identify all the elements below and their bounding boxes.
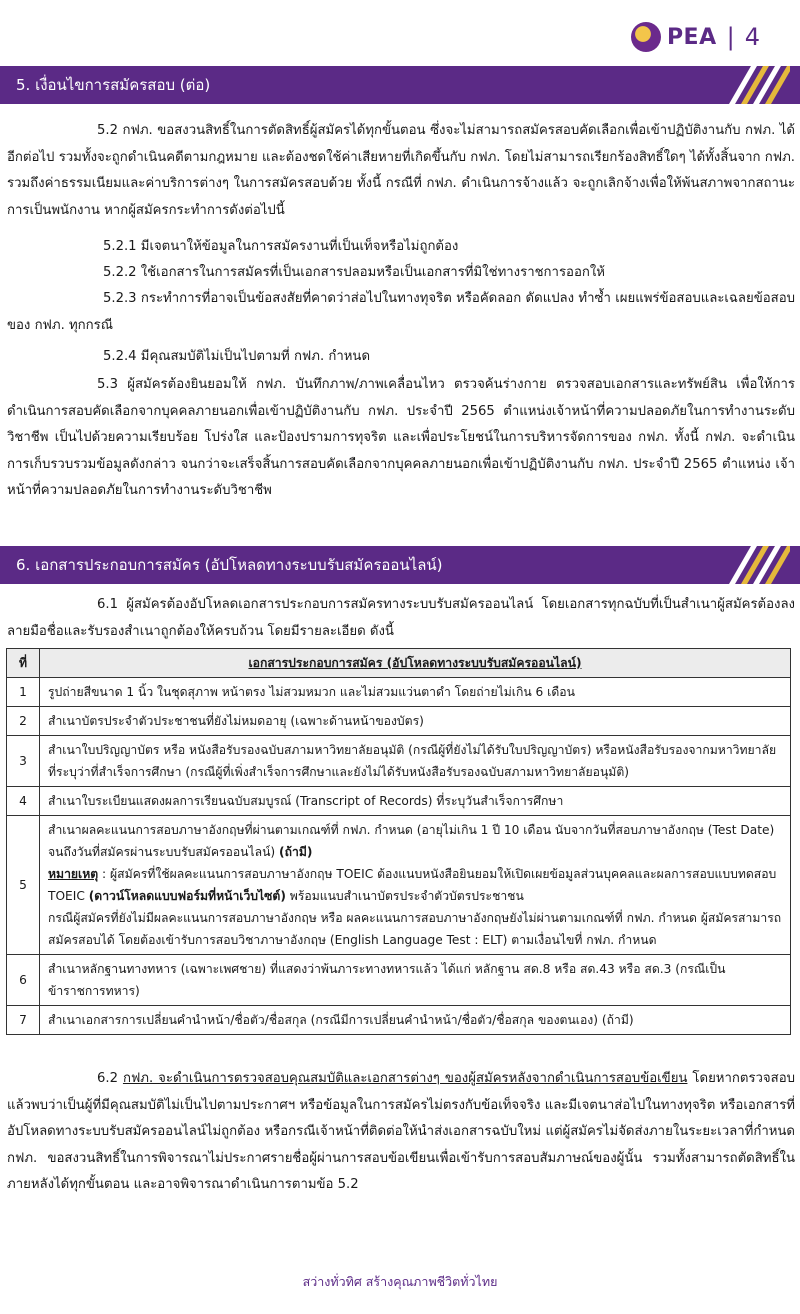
row-text: สำเนาใบปริญญาบัตร หรือ หนังสือรับรองฉบับสภามหาวิทยาลัยอนุมัติ (กรณีผู้ที่ยังไม่ได้รับใบปริญญาบัตร) หรือหนังสือรับรองจากมหาวิทยาลัยที่ระบุว่าที่สำเร็จการศึกษา (กรณีผู้ที่เพิ่งสำเร็จการศึกษาและยังไม่ได้รับหนังสือรับรองฉบับสภามหาวิทยาลัยอนุมัติ)	[40, 736, 791, 787]
item-5-2-4: 5.2.4 มีคุณสมบัติไม่เป็นไปตามที่ กฟภ. กำหนด	[103, 349, 371, 364]
row-text: รูปถ่ายสีขนาด 1 นิ้ว ในชุดสุภาพ หน้าตรง ไม่สวมหมวก และไม่สวมแว่นตาดำ โดยถ่ายไม่เกิน 6 เดือน	[40, 678, 791, 707]
table-header-row	[7, 649, 791, 678]
section6-title: 6. เอกสารประกอบการสมัคร (อัปโหลดทางระบบรับสมัครออนไลน์)	[16, 556, 443, 574]
table-row	[7, 736, 791, 787]
table-row	[7, 707, 791, 736]
header-separator: |	[726, 23, 735, 51]
table-row	[7, 787, 791, 816]
note-bold: (ดาวน์โหลดแบบฟอร์มที่หน้าเว็บไซต์)	[88, 889, 286, 903]
row5-line1	[48, 819, 782, 863]
column-header-no: ที่	[7, 649, 40, 678]
row-number: 4	[7, 787, 40, 816]
table-row	[7, 955, 791, 1006]
row5-note2: กรณีผู้สมัครที่ยังไม่มีผลคะแนนการสอบภาษาอังกฤษ หรือ ผลคะแนนการสอบภาษาอังกฤษยังไม่ผ่านตามเกณฑ์ที่ กฟภ. กำหนด ผู้สมัครสามารถสมัครสอบได้ โดยต้องเข้ารับการสอบวิชาภาษาอังกฤษ (English Language Test : ELT) ตามเงื่อนไขที่ กฟภ. กำหนด	[48, 911, 782, 947]
p62-underlined: กฟภ. จะดำเนินการตรวจสอบคุณสมบัติและเอกสารต่างๆ ของผู้สมัครหลังจากดำเนินการสอบข้อเขียน	[122, 1071, 688, 1086]
note-text: : ผู้สมัครที่ใช้ผลคะแนนการสอบภาษาอังกฤษ TOEIC ต้องแนบหนังสือยินยอมให้เปิดเผยข้อมูลส่วนบุคคลและผลการสอบแบบทดสอบ TOEIC	[48, 867, 777, 903]
row-text: สำเนาหลักฐานทางทหาร (เฉพาะเพศชาย) ที่แสดงว่าพ้นภาระทางทหารแล้ว ได้แก่ หลักฐาน สด.8 หรือ สด.43 หรือ สด.3 (กรณีเป็นข้าราชการทหาร)	[40, 955, 791, 1006]
paragraph-5-3: 5.3 ผู้สมัครต้องยินยอมให้ กฟภ. บันทึกภาพ/ภาพเคลื่อนไหว ตรวจค้นร่างกาย ตรวจสอบเอกสารและทรัพย์สิน เพื่อให้การดำเนินการสอบคัดเลือกจากบุคคลภายนอกเพื่อเข้าปฏิบัติงานกับ กฟภ. ประจำปี 2565 ตำแหน่งเจ้าหน้าที่ความปลอดภัยในการทำงานระดับวิชาชีพ เป็นไปด้วยความเรียบร้อย โปร่งใส และป้องปรามการทุจริต และเพื่อประโยชน์ในการบริหารจัดการของ กฟภ. ทั้งนี้ กฟภ. จะดำเนินการเก็บรวบรวมข้อมูลดังกล่าว จนกว่าจะเสร็จสิ้นการสอบคัดเลือกจากบุคคลภายนอกเพื่อเข้าปฏิบัติงานกับ กฟภ. ประจำปี 2565 ตำแหน่ง เจ้าหน้าที่ความปลอดภัยในการทำงานระดับวิชาชีพ	[7, 377, 795, 499]
item-5-2-1: 5.2.1 มีเจตนาให้ข้อมูลในการสมัครงานที่เป็นเท็จหรือไม่ถูกต้อง	[103, 239, 459, 254]
row5-line1-bold: (ถ้ามี)	[279, 845, 313, 859]
row5-line1-text: สำเนาผลคะแนนการสอบภาษาอังกฤษที่ผ่านตามเกณฑ์ที่ กฟภ. กำหนด (อายุไม่เกิน 1 ปี 10 เดือน นับจากวันที่สอบภาษาอังกฤษ (Test Date) จนถึงวันที่สมัครผ่านระบบรับสมัครออนไลน์)	[48, 823, 775, 859]
paragraph-6-1: 6.1 ผู้สมัครต้องอัปโหลดเอกสารประกอบการสมัครทางระบบรับสมัครออนไลน์ โดยเอกสารทุกฉบับที่เป็นสำเนาผู้สมัครต้องลงลายมือชื่อและรับรองสำเนาถูกต้องให้ครบถ้วน โดยมีรายละเอียด ดังนี้	[7, 597, 795, 639]
brand-name: PEA	[666, 24, 717, 50]
documents-table	[6, 648, 791, 1035]
decorative-stripes-icon	[720, 546, 790, 584]
row-number: 5	[7, 816, 40, 955]
section5-title: 5. เงื่อนไขการสมัครสอบ (ต่อ)	[16, 76, 211, 94]
row-text: สำเนาใบระเบียนแสดงผลการเรียนฉบับสมบูรณ์ (Transcript of Records) ที่ระบุวันสำเร็จการศึกษา	[40, 787, 791, 816]
footer-slogan: สว่างทั่วทิศ สร้างคุณภาพชีวิตทั่วไทย	[302, 1274, 498, 1289]
decorative-stripes-icon	[720, 66, 790, 104]
row-number: 3	[7, 736, 40, 787]
p62-rest: โดยหากตรวจสอบแล้วพบว่าเป็นผู้ที่มีคุณสมบัติไม่เป็นไปตามประกาศฯ หรือข้อมูลในการสมัครไม่ตรงกับข้อเท็จจริง และมีเจตนาส่อไปในทางทุจริต หรือเอกสารที่อัปโหลดทางระบบรับสมัครออนไลน์ไม่ถูกต้อง หรือกรณีเจ้าหน้าที่ติดต่อให้นำส่งเอกสารฉบับใหม่ แต่ผู้สมัครไม่จัดส่งภายในระยะเวลาที่กำหนด กฟภ. ขอสงวนสิทธิ์ในการพิจารณาไม่ประกาศรายชื่อผู้ผ่านการสอบข้อเขียนเพื่อเข้ารับการสอบสัมภาษณ์ของผู้นั้น รวมทั้งสามารถตัดสิทธิ์ในภายหลังได้ทุกขั้นตอน และอาจพิจารณาดำเนินการตามข้อ 5.2	[7, 1071, 795, 1193]
row-number: 2	[7, 707, 40, 736]
column-header-document: เอกสารประกอบการสมัคร (อัปโหลดทางระบบรับสมัครออนไลน์)	[40, 649, 791, 678]
p62-number: 6.2	[97, 1071, 123, 1086]
note-label: หมายเหตุ	[48, 867, 99, 881]
section5-header-bar	[0, 66, 800, 104]
item-5-2-3: 5.2.3 กระทำการที่อาจเป็นข้อสงสัยที่คาดว่าส่อไปในทางทุจริต หรือคัดลอก ดัดแปลง ทำซ้ำ เผยแพร่ข้อสอบและเฉลยข้อสอบของ กฟภ. ทุกกรณี	[7, 291, 795, 333]
row-text: สำเนาเอกสารการเปลี่ยนคำนำหน้า/ชื่อตัว/ชื่อสกุล (กรณีมีการเปลี่ยนคำนำหน้า/ชื่อตัว/ชื่อสกุล ของตนเอง) (ถ้ามี)	[40, 1006, 791, 1035]
item-5-2-2: 5.2.2 ใช้เอกสารในการสมัครที่เป็นเอกสารปลอมหรือเป็นเอกสารที่มิใช่ทางราชการออกให้	[103, 265, 605, 280]
pea-logo	[631, 22, 760, 52]
row-number: 6	[7, 955, 40, 1006]
row-text	[40, 816, 791, 955]
page-number: 4	[744, 23, 760, 51]
row-number: 1	[7, 678, 40, 707]
section6-header-bar	[0, 546, 800, 584]
row-number: 7	[7, 1006, 40, 1035]
row-text: สำเนาบัตรประจำตัวประชาชนที่ยังไม่หมดอายุ (เฉพาะด้านหน้าของบัตร)	[40, 707, 791, 736]
paragraph-5-2: 5.2 กฟภ. ขอสงวนสิทธิ์ในการตัดสิทธิ์ผู้สมัครได้ทุกขั้นตอน ซึ่งจะไม่สามารถสมัครสอบคัดเลือกเพื่อเข้าปฏิบัติงานกับ กฟภ. ได้อีกต่อไป รวมทั้งจะถูกดำเนินคดีตามกฎหมาย และต้องชดใช้ค่าเสียหายที่เกิดขึ้นกับ กฟภ. โดยไม่สามารถเรียกร้องสิทธิ์ใดๆ ได้ทั้งสิ้นจาก กฟภ. รวมถึงค่าธรรมเนียมและค่าบริการต่างๆ ในการสมัครสอบด้วย ทั้งนี้ กรณีที่ กฟภ. ดำเนินการจ้างแล้ว จะถูกเลิกจ้างเพื่อให้พ้นสภาพจากสถานะการเป็นพนักงาน หากผู้สมัครกระทำการดังต่อไปนี้	[7, 123, 795, 218]
table-row	[7, 816, 791, 955]
row5-note	[48, 863, 782, 907]
paragraph-6-2	[7, 1066, 795, 1199]
note-tail: พร้อมแนบสำเนาบัตรประจำตัวบัตรประชาชน	[285, 889, 524, 903]
pea-emblem-icon	[631, 22, 661, 52]
table-row	[7, 1006, 791, 1035]
table-row	[7, 678, 791, 707]
